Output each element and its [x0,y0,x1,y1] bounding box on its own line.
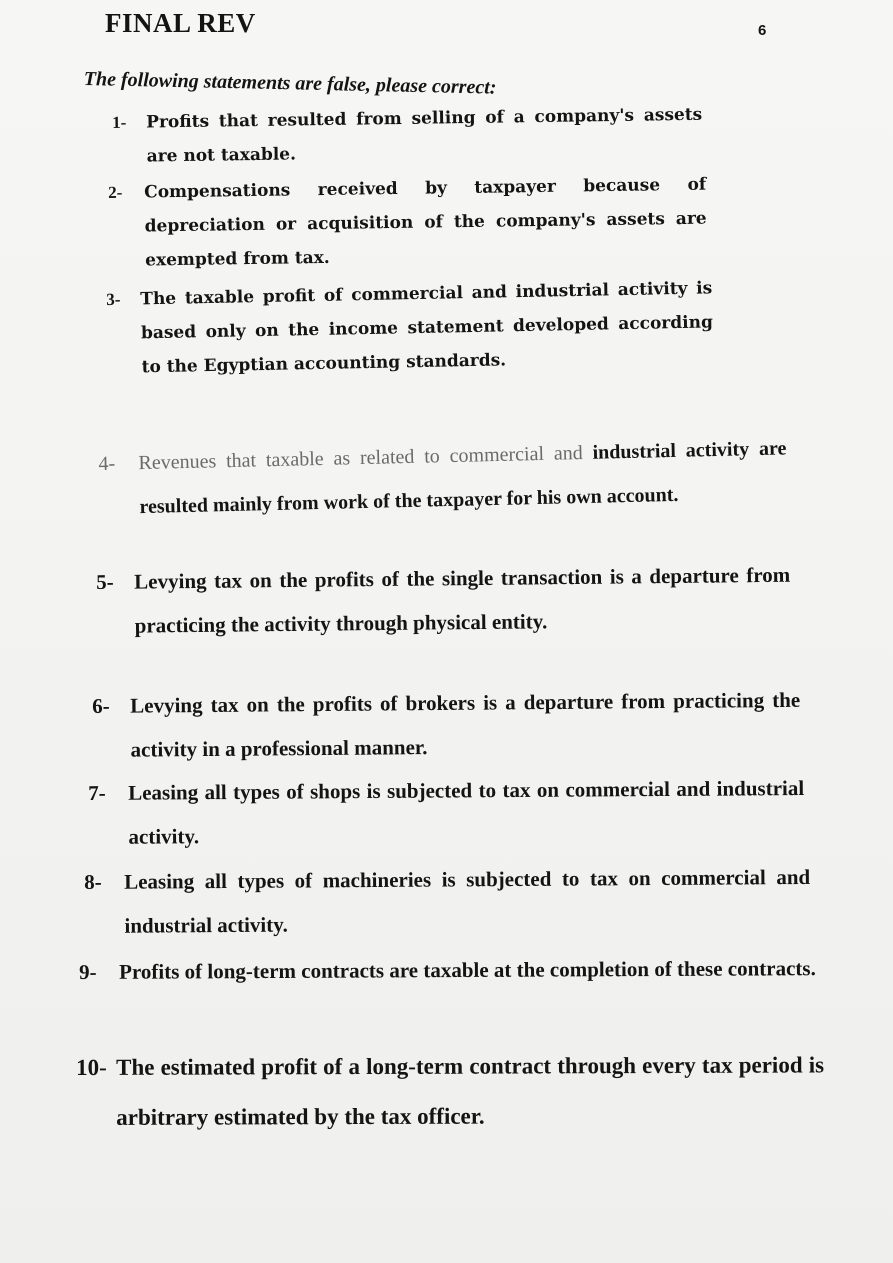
statement-text: Leasing all types of shops is subjected to tax on commercial and industrial activity. [128,776,805,849]
statement-text [138,426,788,529]
statement-7 [88,766,805,859]
statement-number: 8- [84,869,102,894]
statement-5 [96,553,791,648]
statement-number: 9- [79,959,97,984]
page-number: 6 [758,22,767,39]
statement-number: 6- [92,693,110,718]
statement-number: 7- [88,780,106,805]
statement-6 [92,678,801,772]
statement-number: 3- [106,289,121,309]
statement-text-rest: industrial activity are resulted mainly from work of the taxpayer for his own account. [139,437,787,519]
statement-number: 10- [76,1054,107,1080]
statement-3 [106,271,714,385]
statement-10 [76,1040,824,1143]
statement-2 [108,168,707,278]
statement-text: Levying tax on the profits of brokers is a departure from practicing the activity in a professional manner. [130,687,801,762]
statement-number: 1- [112,112,127,132]
statement-text: The estimated profit of a long-term contract through every tax period is arbitrary estimated by the tax officer. [116,1052,825,1130]
document-title: FINAL REV [105,8,256,38]
statement-text: Levying tax on the profits of the single transaction is a departure from practicing the activity through physical entity. [134,562,791,638]
statement-number: 5- [96,569,114,594]
statement-1 [112,98,703,174]
statement-number: 4- [98,452,116,475]
statement-text: Compensations received by taxpayer because of depreciation or acquisition of the company's assets are exempted from tax. [144,174,707,271]
statement-text: Profits that resulted from selling of a company's assets are not taxable. [146,104,703,167]
statement-number: 2- [108,182,123,202]
statement-4 [98,426,788,530]
statement-8 [84,855,811,948]
statement-text: The taxable profit of commercial and industrial activity is based only on the income statement developed according to the Egyptian accounting standards. [140,278,714,378]
statement-text-faded: Revenues that taxable as related to commercial and [138,442,583,475]
statement-text: Leasing all types of machineries is subjected to tax on commercial and industrial activity. [124,864,811,938]
instruction-heading: The following statements are false, please correct: [83,68,497,99]
statement-text: Profits of long-term contracts are taxable at the completion of these contracts. [119,956,816,984]
statement-9 [79,946,817,994]
